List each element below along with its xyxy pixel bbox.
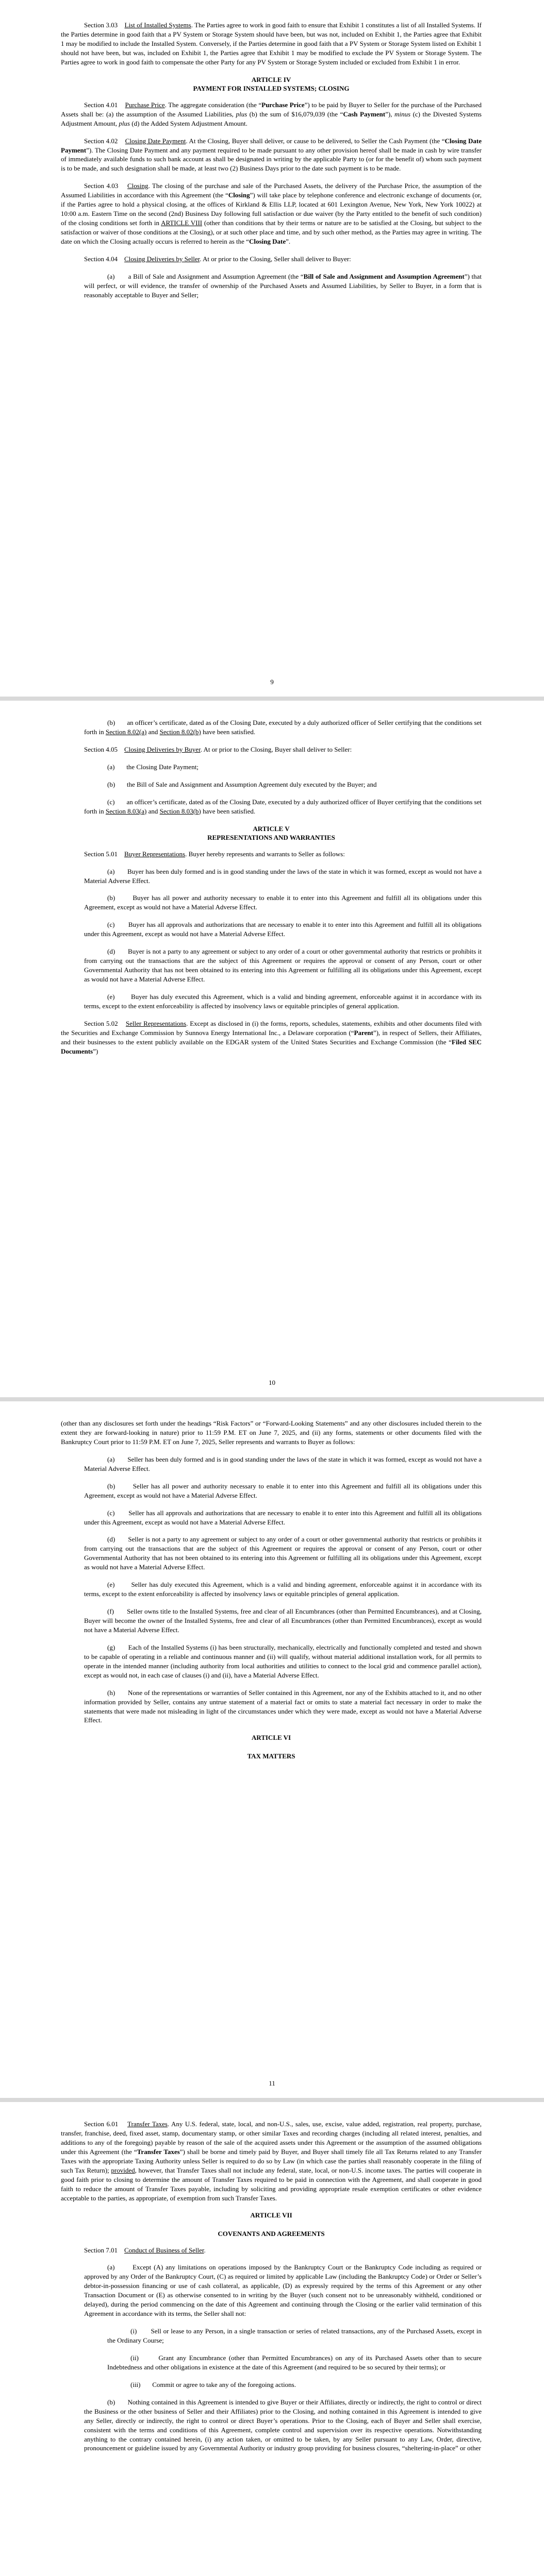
- section-5-02-c: (c) Seller has all approvals and authorizations that are necessary to enable it to enter into this Agreement and fulfill all its obligations under this Agreement, except as would not have a Material Adverse Effect.: [84, 1509, 482, 1526]
- page-divider: [0, 697, 544, 701]
- section-5-01-b: (b) Buyer has all power and authority necessary to enable it to enter into this Agreement and fulfill all its obligations under this Agreement, except as would not have a Material Adverse Effect.: [84, 894, 482, 911]
- section-7-01-a-i: (i) Sell or lease to any Person, in a single transaction or series of related transactions, any of the Purchased Assets, except in the Ordinary Course;: [107, 2327, 482, 2345]
- section-5-02-continued: (other than any disclosures set forth under the headings “Risk Factors” or “Forward-Looking Statements” and any other disclosures included therein to the extent they are forward-looking in nature) prior to 11:59 P.M. ET on June 7, 2025, and (ii) any forms, statements or other documents filed with the Bankruptcy Court prior to 11:59 P.M. ET on June 7, 2025, Seller represents and warrants to Buyer as follows:: [61, 1419, 482, 1446]
- article-vii-heading: ARTICLE VII COVENANTS AND AGREEMENTS: [218, 2211, 325, 2238]
- section-5-01-e: (e) Buyer has duly executed this Agreement, which is a valid and binding agreement, enforceable against it in accordance with its terms, except to the extent enforceability is affected by insolvency laws or equitable principles of general application.: [84, 992, 482, 1010]
- document-page-11: [0, 1401, 544, 2098]
- section-5-01-d: (d) Buyer is not a party to any agreement or subject to any order of a court or other governmental authority that restricts or prohibits it from carrying out the transactions that are the subject of this Agreement or requires the approval or consent of any Person, court or other Governmental Authority that has not been obtained to its entering into this Agreement or fulfilling all its obligations under this Agreement, except as would not have a Material Adverse Effect.: [84, 947, 482, 984]
- section-7-01-b: (b) Nothing contained in this Agreement is intended to give Buyer or their Affiliates, directly or indirectly, the right to control or direct the Business or the other business of Seller and their Affiliates) prior to the Closing, and nothing contained in this Agreement is intended to give any Seller, directly or indirectly, the right to control or direct Buyer’s operations. Prior to the Closing, each of Buyer and Seller shall exercise, consistent with the terms and conditions of this Agreement, complete control and supervision over its respective operations. Notwithstanding anything to the contrary contained herein, (i) any action taken, or omitted to be taken, by any Seller pursuant to any Law, Order, directive, pronouncement or guideline issued by any Governmental Authority or industry group providing for business closures, “sheltering-in-place” or other: [84, 2398, 482, 2452]
- document-page-12: [0, 2102, 544, 2576]
- section-5-02-h: (h) None of the representations or warranties of Seller contained in this Agreement, nor any of the Exhibits attached to it, and no other information provided by Seller, contains any untrue statement of a material fact or omits to state a material fact necessary in order to make the statements that were made not misleading in light of the circumstances under which they were made, except as would not have a Material Adverse Effect.: [84, 1688, 482, 1724]
- article-iv-heading: ARTICLE IV PAYMENT FOR INSTALLED SYSTEMS; CLOSING: [193, 75, 350, 93]
- section-8-02a-link[interactable]: Section 8.02(a): [105, 727, 147, 736]
- section-5-02-b: (b) Seller has all power and authority necessary to enable it to enter into this Agreement and fulfill all its obligations under this Agreement, except as would not have a Material Adverse Effect.: [84, 1482, 482, 1499]
- section-5-01-c: (c) Buyer has all approvals and authorizations that are necessary to enable it to enter into this Agreement and fulfill all its obligations under this Agreement, except as would not have a Material Adverse Effect.: [84, 921, 482, 938]
- section-5-01-a: (a) Buyer has been duly formed and is in good standing under the laws of the state in which it was formed, except as would not have a Material Adverse Effect.: [84, 867, 482, 885]
- article-v-heading: ARTICLE V REPRESENTATIONS AND WARRANTIES: [207, 824, 335, 842]
- section-4-01: Section 4.01 Purchase Price. The aggregate consideration (the “Purchase Price”) to be paid by Buyer to Seller for the purchase of the Purchased Assets shall be: (a) the assumption of the Assumed Liabilities, plus (b) the sum of $16,079,039 (the “Cash Payment”), minus (c) the Divested Systems Adjustment Amount, plus (d) the Added System Adjustment Amount.: [61, 100, 482, 127]
- page-9-body: [61, 21, 482, 308]
- section-5-02: Section 5.02 Seller Representations. Except as disclosed in (i) the forms, reports, schedules, statements, exhibits and other documents filed with the Securities and Exchange Commission by Sunnova Energy International Inc., a Delaware corporation (“Parent”), in respect of Sellers, their Affiliates, and their businesses to the extent publicly available on the EDGAR system of the United States Securities and Exchange Commission (the “Filed SEC Documents”): [61, 1019, 482, 1055]
- section-7-01-a: (a) Except (A) any limitations on operations imposed by the Bankruptcy Court or the Bankruptcy Code including as required or approved by any Order of the Bankruptcy Court, (C) as required or limited by applicable Law (including the Bankruptcy Code) or Order or Seller’s debtor-in-possession financing or use of cash collateral, as applicable, (D) as expressly required by the terms of this Agreement or any other Transaction Document or (E) as otherwise consented to in writing by the Buyer (such consent not to be unreasonably withheld, conditioned or delayed), during the period commencing on the date of this Agreement and continuing through the Closing or the earlier valid termination of this Agreement in accordance with its terms, the Seller shall not:: [84, 2263, 482, 2318]
- section-5-02-g: (g) Each of the Installed Systems (i) has been structurally, mechanically, electrically and functionally completed and tested and shown to be capable of operating in a reliable and continuous manner and (ii) will qualify, without material additional installation work, for all permits to operate in the intended manner (including authority from local authorities and utilities to connect to the local grid and commence parallel action), except as would not, in each case of clauses (i) and (ii), have a Material Adverse Effect.: [84, 1643, 482, 1679]
- page-11-body: [61, 1419, 482, 1768]
- page-number: 11: [269, 2079, 275, 2087]
- section-7-01-a-ii: (ii) Grant any Encumbrance (other than Permitted Encumbrances) on any of its Purchased Assets other than to secure Indebtedness and other obligations in existence at the date of this Agreement (and required to be so secured by their terms); or: [107, 2353, 482, 2371]
- article-viii-link[interactable]: ARTICLE VIII: [161, 219, 203, 227]
- section-4-05-b: (b) the Bill of Sale and Assignment and Assumption Agreement duly executed by the Buyer; and: [107, 780, 377, 788]
- article-vi-heading: ARTICLE VI TAX MATTERS: [247, 1734, 295, 1760]
- section-4-04-a: (a) a Bill of Sale and Assignment and Assumption Agreement (the “Bill of Sale and Assignment and Assumption Agreement”) that will perfect, or will evidence, the transfer of ownership of the Purchased Assets and Assumed Liabilities, by Seller to Buyer, in a form that is reasonably acceptable to Buyer and Seller;: [84, 272, 482, 299]
- page-divider: [0, 1397, 544, 1401]
- document-page-9: [0, 0, 544, 697]
- section-5-02-e: (e) Seller has duly executed this Agreement, which is a valid and binding agreement, enforceable against it in accordance with its terms, except to the extent enforceability is affected by insolvency laws or equitable principles of general application.: [84, 1581, 482, 1598]
- section-4-04: Section 4.04 Closing Deliveries by Seller. At or prior to the Closing, Seller shall deliver to Buyer:: [84, 255, 351, 263]
- document-page-10: [0, 701, 544, 1397]
- section-4-04-b: (b) an officer’s certificate, dated as of the Closing Date, executed by a duly authorized officer of Seller certifying that the conditions set forth in Section 8.02(a) and Section 8.02(b) have been satisfied.: [84, 719, 482, 736]
- section-7-01-a-iii: (iii) Commit or agree to take any of the foregoing actions.: [130, 2380, 296, 2388]
- section-6-01: Section 6.01 Transfer Taxes. Any U.S. federal, state, local, and non-U.S., sales, use, excise, value added, registration, real property, purchase, transfer, franchise, deed, fixed asset, stamp, documentary stamp, or other similar Taxes and recording charges (including all related interest, penalties, and additions to any of the foregoing) payable by reason of the sale of the acquired assets under this Agreement or the assumption of the assumed obligations under this Agreement (the “Transfer Taxes”) shall be borne and timely paid by Buyer, and Buyer shall timely file all Tax Returns related to any Transfer Taxes with the appropriate Taxing Authority unless Seller is required to do so by Law (in which case the parties shall reasonably cooperate in the filing of such Tax Return); provided, however, that Transfer Taxes shall not include any federal, state, local, or non-U.S. income taxes. The parties will cooperate in good faith prior to closing to determine the amount of Transfer Taxes required to be paid in connection with the Agreement, and shall cooperate in good faith to reduce the amount of Transfer Taxes payable, including by soliciting and providing appropriate resale exemption certificates or other evidence acceptable to the parties, as appropriate, of exemption from such Transfer Taxes.: [61, 2120, 482, 2202]
- page-number: 10: [269, 1379, 275, 1386]
- page-divider: [0, 2098, 544, 2102]
- section-7-01: Section 7.01 Conduct of Business of Seller.: [84, 2246, 206, 2254]
- section-3-03: Section 3.03 List of Installed Systems. The Parties agree to work in good faith to ensure that Exhibit 1 constitutes a list of all Installed Systems. If the Parties determine in good faith that a PV System or Storage System should have been, but was not, included on Exhibit 1, the Parties agree that Exhibit 1 may be modified to include the Installed System. Conversely, if the Parties determine in good faith that a PV System or Storage System listed on Exhibit 1 should not have been, but was, included on Exhibit 1, the Parties agree that Exhibit 1 may be modified to exclude the PV System or Storage System. The Parties agree to work in good faith to compensate the other Party for any PV System or Storage System included or excluded from Exhibit 1 in error.: [61, 21, 482, 66]
- page-10-body: [61, 718, 482, 1064]
- section-4-05-a: (a) the Closing Date Payment;: [107, 762, 199, 771]
- section-4-02: Section 4.02 Closing Date Payment. At the Closing, Buyer shall deliver, or cause to be delivered, to Seller the Cash Payment (the “Closing Date Payment”). The Closing Date Payment and any payment required to be made pursuant to any other provision hereof shall be made in cash by wire transfer of immediately available funds to such bank account as shall be designated in writing by the applicable Party to (or for the benefit of) whom such payment is to be made, and such designation shall be made, at least two (2) Business Days prior to the date such payment is to be made.: [61, 137, 482, 173]
- section-5-02-f: (f) Seller owns title to the Installed Systems, free and clear of all Encumbrances (other than Permitted Encumbrances), and at Closing, Buyer will become the owner of the Installed Systems, free and clear of all Encumbrances (other than Permitted Encumbrances), except as would not have a Material Adverse Effect.: [84, 1607, 482, 1634]
- page-number: 9: [270, 678, 274, 686]
- section-5-02-a: (a) Seller has been duly formed and is in good standing under the laws of the state in which it was formed, except as would not have a Material Adverse Effect.: [84, 1455, 482, 1472]
- section-4-03: Section 4.03 Closing. The closing of the purchase and sale of the Purchased Assets, the delivery of the Purchase Price, the assumption of the Assumed Liabilities in accordance with this Agreement (the “Closing”) will take place by telephone conference and electronic exchange of documents (or, if the Parties agree to hold a physical closing, at the offices of Kirkland & Ellis LLP, located at 601 Lexington Avenue, New York, New York 10022) at 10:00 a.m. Eastern Time on the second (2nd) Business Day following full satisfaction or due waiver (by the Party entitled to the benefit of such condition) of the closing conditions set forth in ARTICLE VIII (other than conditions that by their terms or nature are to be satisfied at the Closing, but subject to the satisfaction or waiver of those conditions at the Closing), or at such other place and time, and by such other method, as the Parties may agree in writing. The date on which the Closing actually occurs is referred to herein as the “Closing Date”.: [61, 182, 482, 245]
- section-8-03a-link[interactable]: Section 8.03(a): [105, 807, 147, 815]
- section-4-05-c: (c) an officer’s certificate, dated as of the Closing Date, executed by a duly authorized officer of Buyer certifying that the conditions set forth in Section 8.03(a) and Section 8.03(b) have been satisfied.: [84, 798, 482, 815]
- page-12-body: [61, 2120, 482, 2461]
- section-5-01: Section 5.01 Buyer Representations. Buyer hereby represents and warrants to Seller as follows:: [84, 850, 345, 858]
- section-8-02b-link[interactable]: Section 8.02(b): [159, 727, 201, 736]
- section-8-03b-link[interactable]: Section 8.03(b): [159, 807, 201, 815]
- section-4-05: Section 4.05 Closing Deliveries by Buyer. At or prior to the Closing, Buyer shall deliver to Seller:: [84, 745, 352, 753]
- section-5-02-d: (d) Seller is not a party to any agreement or subject to any order of a court or other governmental authority that restricts or prohibits it from carrying out the transactions that are the subject of this Agreement or requires the approval or consent of any Person, court or other Governmental Authority that has not been obtained to its entering into this Agreement or fulfilling all its obligations under this Agreement, except as would not have a Material Adverse Effect.: [84, 1535, 482, 1571]
